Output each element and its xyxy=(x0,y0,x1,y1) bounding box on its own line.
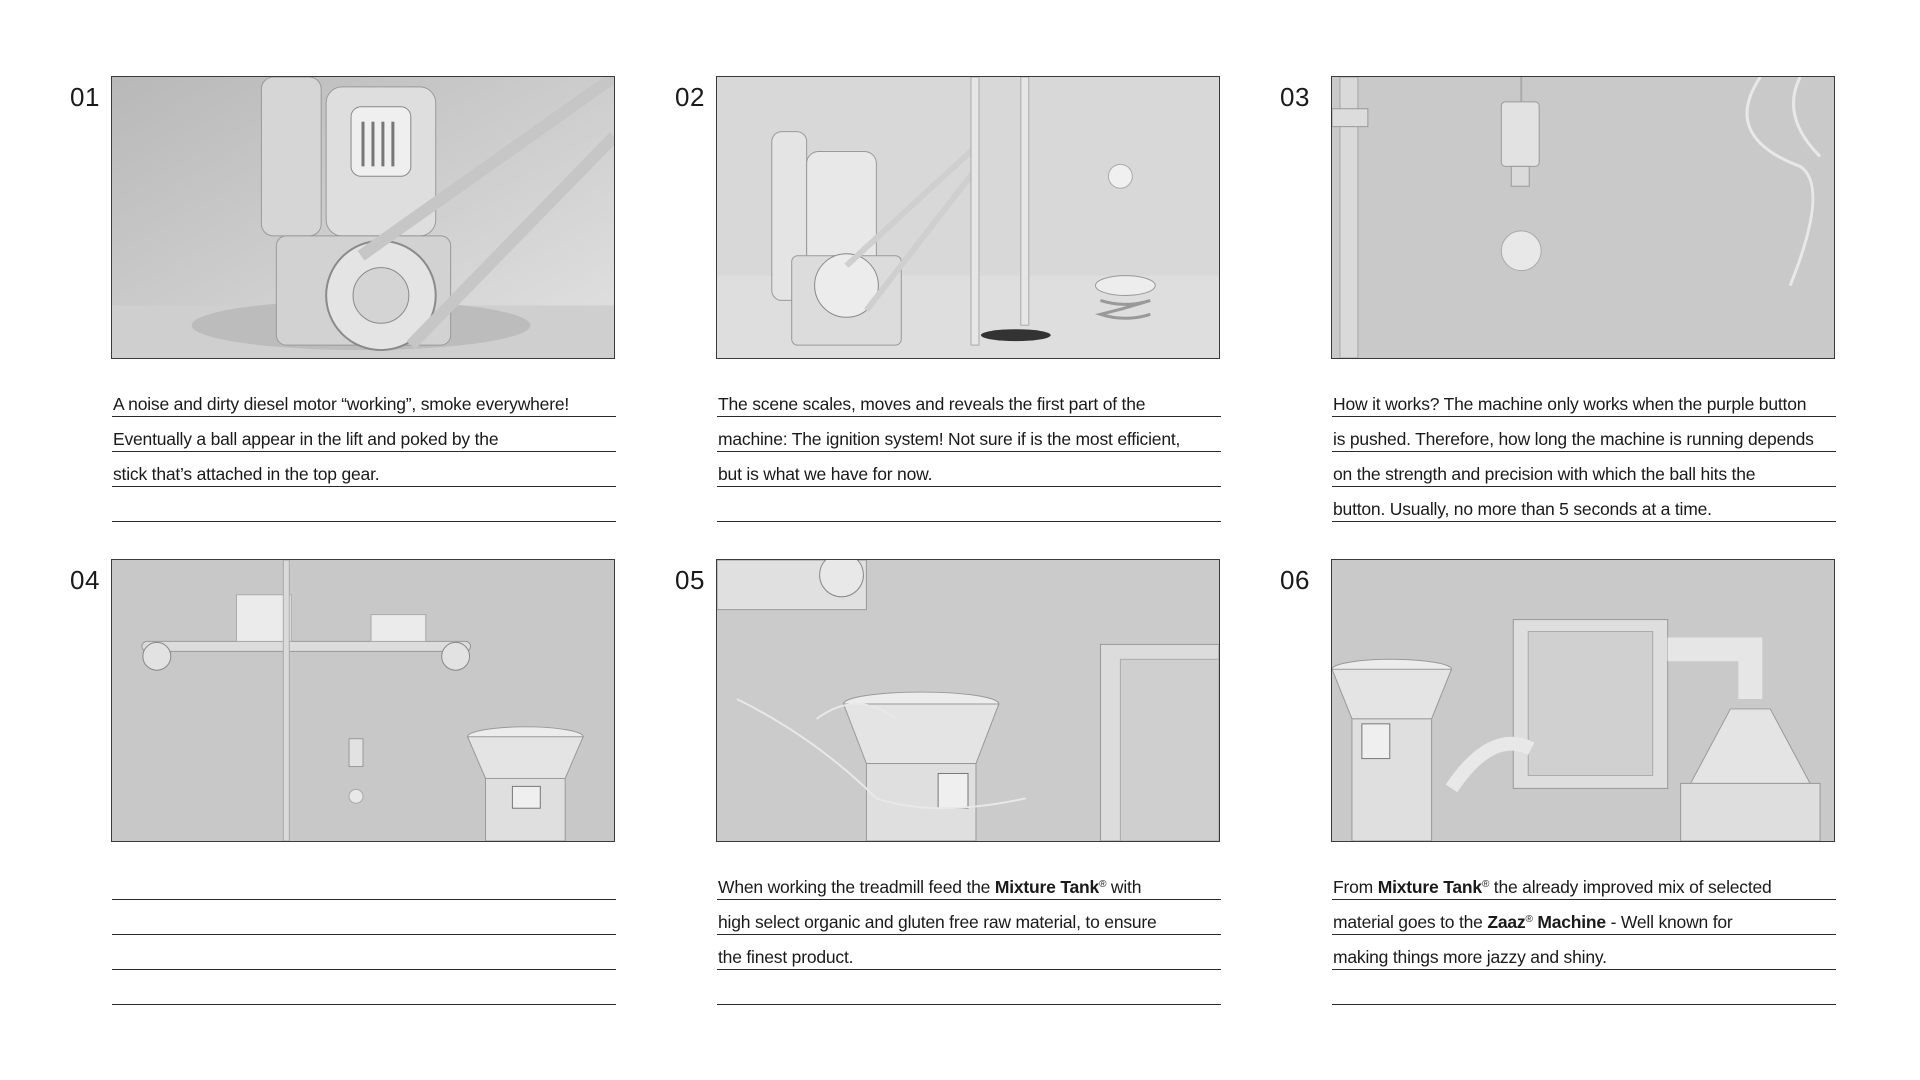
caption-line-empty xyxy=(112,970,616,1005)
storyboard-panel-03 xyxy=(1280,76,1920,556)
caption-lines xyxy=(1332,382,1836,522)
caption-line-empty xyxy=(112,935,616,970)
caption-line: is pushed. Therefore, how long the machine is running depends xyxy=(1332,417,1836,452)
caption-line: on the strength and precision with which the ball hits the xyxy=(1332,452,1836,487)
caption-text: - Well known for xyxy=(1605,912,1733,932)
panel-image-mixture-tank xyxy=(716,559,1220,842)
caption-line: The scene scales, moves and reveals the first part of the xyxy=(717,382,1221,417)
panel-number: 04 xyxy=(70,565,100,595)
caption-text: with xyxy=(1106,877,1142,897)
caption-line: making things more jazzy and shiny. xyxy=(1332,935,1836,970)
caption-line: stick that’s attached in the top gear. xyxy=(112,452,616,487)
panel-image-ball-drop xyxy=(1331,76,1835,359)
storyboard-panel-02 xyxy=(675,76,1325,556)
caption-lines xyxy=(717,865,1221,1005)
panel-image-treadmill xyxy=(111,559,615,842)
zaaz-brand: Zaaz xyxy=(1487,912,1526,932)
panel-image-ignition-system xyxy=(716,76,1220,359)
caption-line xyxy=(1332,970,1836,1005)
ball-drop-render-image xyxy=(1332,77,1834,358)
caption-line: How it works? The machine only works when the purple button xyxy=(1332,382,1836,417)
caption-line: the finest product. xyxy=(717,935,1221,970)
caption-line: but is what we have for now. xyxy=(717,452,1221,487)
panel-number: 05 xyxy=(675,565,705,595)
caption-lines xyxy=(112,865,616,1005)
caption-line xyxy=(717,865,1221,900)
storyboard-panel-05 xyxy=(675,559,1325,1039)
caption-line: high select organic and gluten free raw material, to ensure xyxy=(717,900,1221,935)
panel-number: 02 xyxy=(675,82,705,112)
registered-mark: ® xyxy=(1099,879,1107,890)
storyboard-panel-04 xyxy=(70,559,720,1039)
motor-render-image xyxy=(112,77,614,358)
panel-number: 03 xyxy=(1280,82,1310,112)
treadmill-render-image xyxy=(112,560,614,841)
caption-line xyxy=(717,970,1221,1005)
ignition-render-image xyxy=(717,77,1219,358)
caption-text: When working the treadmill feed the xyxy=(718,877,995,897)
storyboard-panel-01 xyxy=(70,76,720,556)
storyboard-panel-06 xyxy=(1280,559,1920,1039)
caption-lines xyxy=(1332,865,1836,1005)
panel-number: 06 xyxy=(1280,565,1310,595)
zaaz-machine-render-image xyxy=(1332,560,1834,841)
mixture-tank-render-image xyxy=(717,560,1219,841)
caption-text: material goes to the xyxy=(1333,912,1488,932)
caption-line-empty xyxy=(112,900,616,935)
caption-lines xyxy=(112,382,616,522)
registered-mark: ® xyxy=(1481,879,1490,890)
panel-image-zaaz-machine xyxy=(1331,559,1835,842)
caption-line xyxy=(717,487,1221,522)
mixture-tank-brand: Mixture Tank xyxy=(994,877,1100,897)
caption-line: A noise and dirty diesel motor “working”, smoke everywhere! xyxy=(112,382,616,417)
caption-line: machine: The ignition system! Not sure if is the most efficient, xyxy=(717,417,1221,452)
machine-word: Machine xyxy=(1532,912,1606,932)
caption-line: Eventually a ball appear in the lift and poked by the xyxy=(112,417,616,452)
caption-lines xyxy=(717,382,1221,522)
registered-mark: ® xyxy=(1525,914,1533,925)
caption-text: From xyxy=(1333,877,1378,897)
caption-line: button. Usually, no more than 5 seconds at a time. xyxy=(1332,487,1836,522)
caption-text: the already improved mix of selected xyxy=(1489,877,1772,897)
caption-line xyxy=(112,487,616,522)
panel-image-diesel-motor xyxy=(111,76,615,359)
caption-line-empty xyxy=(112,865,616,900)
panel-number: 01 xyxy=(70,82,100,112)
caption-line xyxy=(1332,865,1836,900)
caption-line xyxy=(1332,900,1836,935)
mixture-tank-brand: Mixture Tank xyxy=(1377,877,1482,897)
